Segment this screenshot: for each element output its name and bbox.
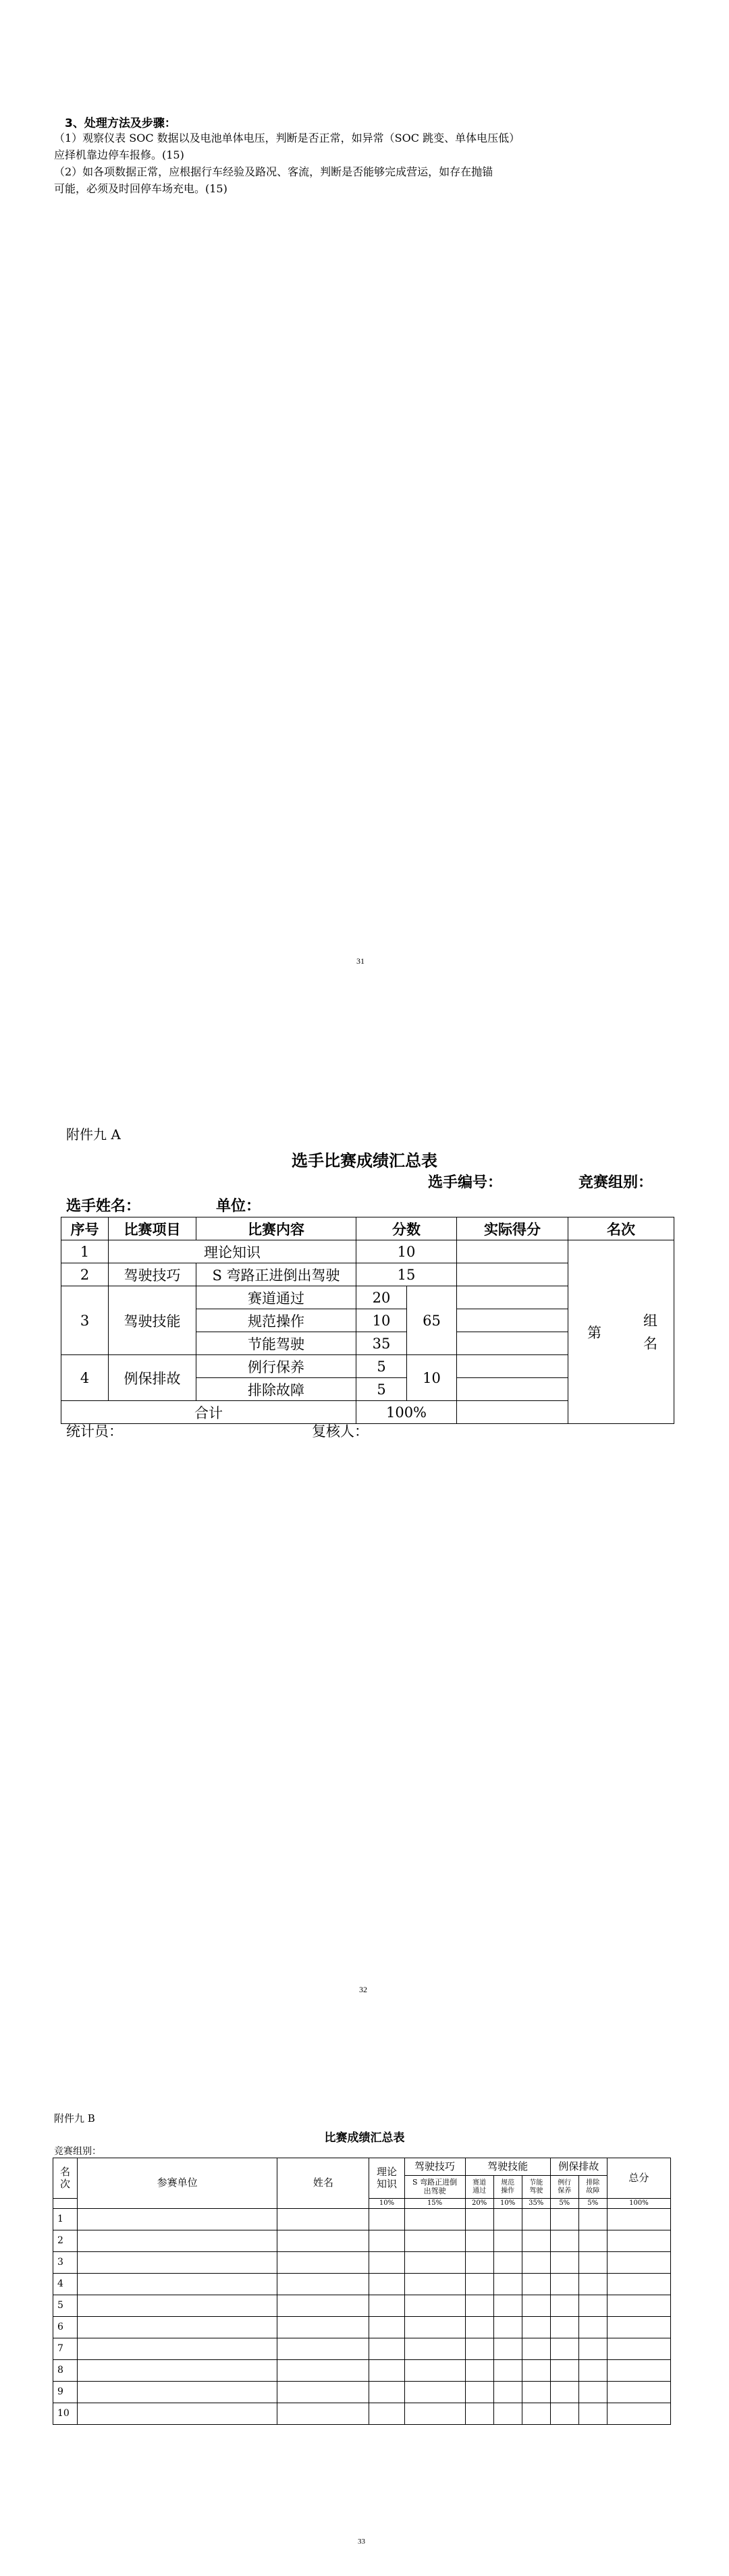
empty-cell: [369, 2382, 404, 2403]
score-cell: 20: [356, 1286, 407, 1309]
empty-cell: [369, 2360, 404, 2382]
paragraph-line-2: 应择机靠边停车报修。(15): [54, 148, 184, 161]
empty-cell: [578, 2382, 607, 2403]
empty-cell: [522, 2230, 550, 2252]
empty-cell: [369, 2230, 404, 2252]
empty-cell: [522, 2252, 550, 2274]
empty-cell: [607, 2360, 670, 2382]
empty-cell: [404, 2360, 465, 2382]
empty-cell: [493, 2338, 522, 2360]
header-ability-sub: 规范 操作: [493, 2176, 522, 2199]
unit-label: 单位：: [216, 1198, 261, 1215]
empty-cell: [493, 2209, 522, 2230]
actual-score-cell: [457, 1332, 568, 1355]
empty-cell: [578, 2338, 607, 2360]
empty-cell: [493, 2295, 522, 2317]
attachment-label: 附件九 B: [54, 2112, 95, 2125]
empty-cell: [550, 2295, 578, 2317]
empty-cell: [78, 2360, 277, 2382]
content-cell: 排除故障: [196, 1378, 356, 1401]
table-row: [53, 2295, 671, 2317]
header-cell: 分数: [356, 1217, 457, 1240]
percent-cell: 20%: [465, 2199, 493, 2209]
table-row: [53, 2274, 671, 2295]
empty-cell: [493, 2230, 522, 2252]
group-label: 竞赛组别：: [578, 1174, 653, 1191]
empty-cell: [493, 2317, 522, 2338]
empty-cell: [607, 2230, 670, 2252]
empty-cell: [607, 2403, 670, 2425]
empty-cell: [277, 2209, 369, 2230]
empty-cell: [369, 2403, 404, 2425]
empty-cell: [522, 2360, 550, 2382]
empty-cell: [493, 2360, 522, 2382]
empty-cell: [522, 2382, 550, 2403]
empty-cell: [550, 2403, 578, 2425]
empty-cell: [78, 2317, 277, 2338]
content-cell: 赛道通过: [196, 1286, 356, 1309]
row-number: 2: [61, 1263, 109, 1286]
player-name-label: 选手姓名：: [66, 1198, 141, 1215]
table-row: [61, 1240, 674, 1263]
player-number-label: 选手编号：: [428, 1174, 503, 1191]
empty-cell: [78, 2338, 277, 2360]
empty-cell: [607, 2209, 670, 2230]
paragraph-line-4: 可能，必须及时回停车场充电。(15): [54, 182, 227, 195]
empty-cell: [465, 2209, 493, 2230]
empty-cell: [465, 2295, 493, 2317]
rank-prefix: 第: [587, 1324, 601, 1341]
table-row: [53, 2317, 671, 2338]
header-cell: 比赛项目: [109, 1217, 196, 1240]
paragraph-line-1: （1）观察仪表 SOC 数据以及电池单体电压，判断是否正常，如异常（SOC 跳变、单体电压低）: [54, 132, 520, 144]
empty-cell: [578, 2360, 607, 2382]
empty-cell: [277, 2403, 369, 2425]
empty-cell: [607, 2317, 670, 2338]
empty-cell: [578, 2295, 607, 2317]
empty-cell: [369, 2209, 404, 2230]
empty-cell: [404, 2338, 465, 2360]
empty-cell: [465, 2230, 493, 2252]
content-cell: S 弯路正进倒出驾驶: [196, 1263, 356, 1286]
header-theory: 理论 知识: [369, 2158, 404, 2199]
header-name: 姓名: [277, 2158, 369, 2209]
percent-blank: [53, 2199, 78, 2209]
table-row: [53, 2338, 671, 2360]
empty-cell: [277, 2382, 369, 2403]
empty-cell: [404, 2403, 465, 2425]
header-ability-sub: 节能 驾驶: [522, 2176, 550, 2199]
content-cell: 节能驾驶: [196, 1332, 356, 1355]
header-maintenance-group: 例保排故: [550, 2158, 607, 2176]
empty-cell: [465, 2338, 493, 2360]
percent-cell: 10%: [369, 2199, 404, 2209]
header-cell: 实际得分: [457, 1217, 568, 1240]
percent-cell: 5%: [578, 2199, 607, 2209]
header-rank: 名 次: [53, 2158, 78, 2199]
rank-suffix: 组 名: [643, 1312, 657, 1352]
actual-score-cell: [457, 1309, 568, 1332]
score-cell: 5: [356, 1355, 407, 1378]
total-score: 100%: [356, 1401, 457, 1424]
empty-cell: [465, 2382, 493, 2403]
ranking-summary-table: [53, 2158, 671, 2425]
table-header-row: [61, 1217, 674, 1240]
subtotal-cell: 10: [407, 1355, 457, 1401]
subtotal-cell: 65: [407, 1286, 457, 1355]
empty-cell: [78, 2209, 277, 2230]
attachment-label: 附件九 A: [66, 1126, 121, 1143]
empty-cell: [369, 2338, 404, 2360]
page-number: 31: [356, 956, 364, 966]
empty-cell: [550, 2317, 578, 2338]
group-label: 竞赛组别：: [54, 2146, 101, 2157]
paragraph-line-3: （2）如各项数据正常，应根据行车经验及路况、客流，判断是否能够完成营运，如存在抛锚: [54, 165, 493, 178]
score-cell: 35: [356, 1332, 407, 1355]
rank-number: 7: [53, 2338, 78, 2360]
rank-number: 8: [53, 2360, 78, 2382]
percent-cell: 100%: [607, 2199, 670, 2209]
empty-cell: [465, 2403, 493, 2425]
empty-cell: [78, 2403, 277, 2425]
empty-cell: [607, 2274, 670, 2295]
actual-score-cell: [457, 1355, 568, 1378]
empty-cell: [465, 2317, 493, 2338]
empty-cell: [550, 2274, 578, 2295]
empty-cell: [607, 2382, 670, 2403]
header-maintenance-sub: 排除 故障: [578, 2176, 607, 2199]
header-skill-group: 驾驶技巧: [404, 2158, 465, 2176]
rank-cell: [568, 1240, 674, 1424]
empty-cell: [578, 2274, 607, 2295]
empty-cell: [578, 2209, 607, 2230]
empty-cell: [522, 2209, 550, 2230]
empty-cell: [607, 2295, 670, 2317]
actual-score-cell: [457, 1401, 568, 1424]
empty-cell: [550, 2382, 578, 2403]
empty-cell: [277, 2274, 369, 2295]
empty-cell: [404, 2274, 465, 2295]
table-title: 比赛成绩汇总表: [324, 2131, 405, 2145]
table-row: [53, 2252, 671, 2274]
empty-cell: [404, 2252, 465, 2274]
total-label: 合计: [61, 1401, 356, 1424]
header-ability-group: 驾驶技能: [465, 2158, 550, 2176]
empty-cell: [277, 2230, 369, 2252]
empty-cell: [277, 2295, 369, 2317]
empty-cell: [78, 2252, 277, 2274]
empty-cell: [369, 2317, 404, 2338]
header-skill-sub: S 弯路正进倒 出驾驶: [404, 2176, 465, 2199]
percent-cell: 15%: [404, 2199, 465, 2209]
table-title: 选手比赛成绩汇总表: [292, 1151, 437, 1170]
empty-cell: [522, 2274, 550, 2295]
row-number: 1: [61, 1240, 109, 1263]
header-total: 总分: [607, 2158, 670, 2199]
empty-cell: [578, 2230, 607, 2252]
header-maintenance-sub: 例行 保养: [550, 2176, 578, 2199]
table-row: [53, 2230, 671, 2252]
header-ability-sub: 赛道 通过: [465, 2176, 493, 2199]
reviewer-label: 复核人：: [312, 1423, 369, 1440]
score-cell: 10: [356, 1240, 457, 1263]
actual-score-cell: [457, 1378, 568, 1401]
statistician-label: 统计员：: [66, 1423, 123, 1440]
percent-cell: 10%: [493, 2199, 522, 2209]
header-row-1: [53, 2158, 671, 2176]
empty-cell: [78, 2274, 277, 2295]
empty-cell: [607, 2338, 670, 2360]
empty-cell: [550, 2338, 578, 2360]
empty-cell: [277, 2338, 369, 2360]
empty-cell: [465, 2252, 493, 2274]
empty-cell: [404, 2295, 465, 2317]
empty-cell: [369, 2252, 404, 2274]
row-number: 4: [61, 1355, 109, 1401]
actual-score-cell: [457, 1263, 568, 1286]
rank-number: 9: [53, 2382, 78, 2403]
actual-score-cell: [457, 1240, 568, 1263]
empty-cell: [607, 2252, 670, 2274]
empty-cell: [369, 2295, 404, 2317]
empty-cell: [404, 2382, 465, 2403]
percent-cell: 5%: [550, 2199, 578, 2209]
empty-cell: [369, 2274, 404, 2295]
item-cell: 理论知识: [109, 1240, 356, 1263]
empty-cell: [550, 2209, 578, 2230]
item-cell: 驾驶技能: [109, 1286, 196, 1355]
empty-cell: [550, 2360, 578, 2382]
empty-cell: [277, 2317, 369, 2338]
section-heading: 3、处理方法及步骤：: [65, 117, 176, 130]
rank-number: 4: [53, 2274, 78, 2295]
table-row: [53, 2382, 671, 2403]
item-cell: 例保排故: [109, 1355, 196, 1401]
empty-cell: [550, 2252, 578, 2274]
empty-cell: [578, 2252, 607, 2274]
empty-cell: [493, 2382, 522, 2403]
empty-cell: [522, 2338, 550, 2360]
empty-cell: [493, 2252, 522, 2274]
empty-cell: [522, 2295, 550, 2317]
page-number: 32: [359, 1985, 367, 1994]
score-cell: 15: [356, 1263, 457, 1286]
empty-cell: [404, 2317, 465, 2338]
score-cell: 5: [356, 1378, 407, 1401]
empty-cell: [522, 2403, 550, 2425]
content-cell: 规范操作: [196, 1309, 356, 1332]
table-row: [53, 2403, 671, 2425]
rank-number: 2: [53, 2230, 78, 2252]
empty-cell: [404, 2230, 465, 2252]
empty-cell: [277, 2360, 369, 2382]
empty-cell: [404, 2209, 465, 2230]
score-summary-table: [61, 1217, 674, 1424]
empty-cell: [493, 2274, 522, 2295]
rank-number: 10: [53, 2403, 78, 2425]
content-cell: 例行保养: [196, 1355, 356, 1378]
page-number: 33: [358, 2538, 365, 2546]
rank-number: 5: [53, 2295, 78, 2317]
header-unit: 参赛单位: [78, 2158, 277, 2209]
row-number: 3: [61, 1286, 109, 1355]
empty-cell: [277, 2252, 369, 2274]
rank-number: 6: [53, 2317, 78, 2338]
empty-cell: [465, 2360, 493, 2382]
header-cell: 序号: [61, 1217, 109, 1240]
percent-cell: 35%: [522, 2199, 550, 2209]
table-row: [53, 2209, 671, 2230]
header-cell: 名次: [568, 1217, 674, 1240]
empty-cell: [578, 2317, 607, 2338]
empty-cell: [493, 2403, 522, 2425]
empty-cell: [578, 2403, 607, 2425]
rank-number: 3: [53, 2252, 78, 2274]
header-cell: 比赛内容: [196, 1217, 356, 1240]
score-cell: 10: [356, 1309, 407, 1332]
table-row: [53, 2360, 671, 2382]
item-cell: 驾驶技巧: [109, 1263, 196, 1286]
empty-cell: [522, 2317, 550, 2338]
actual-score-cell: [457, 1286, 568, 1309]
empty-cell: [78, 2295, 277, 2317]
empty-cell: [78, 2382, 277, 2403]
empty-cell: [78, 2230, 277, 2252]
empty-cell: [550, 2230, 578, 2252]
empty-cell: [465, 2274, 493, 2295]
rank-number: 1: [53, 2209, 78, 2230]
